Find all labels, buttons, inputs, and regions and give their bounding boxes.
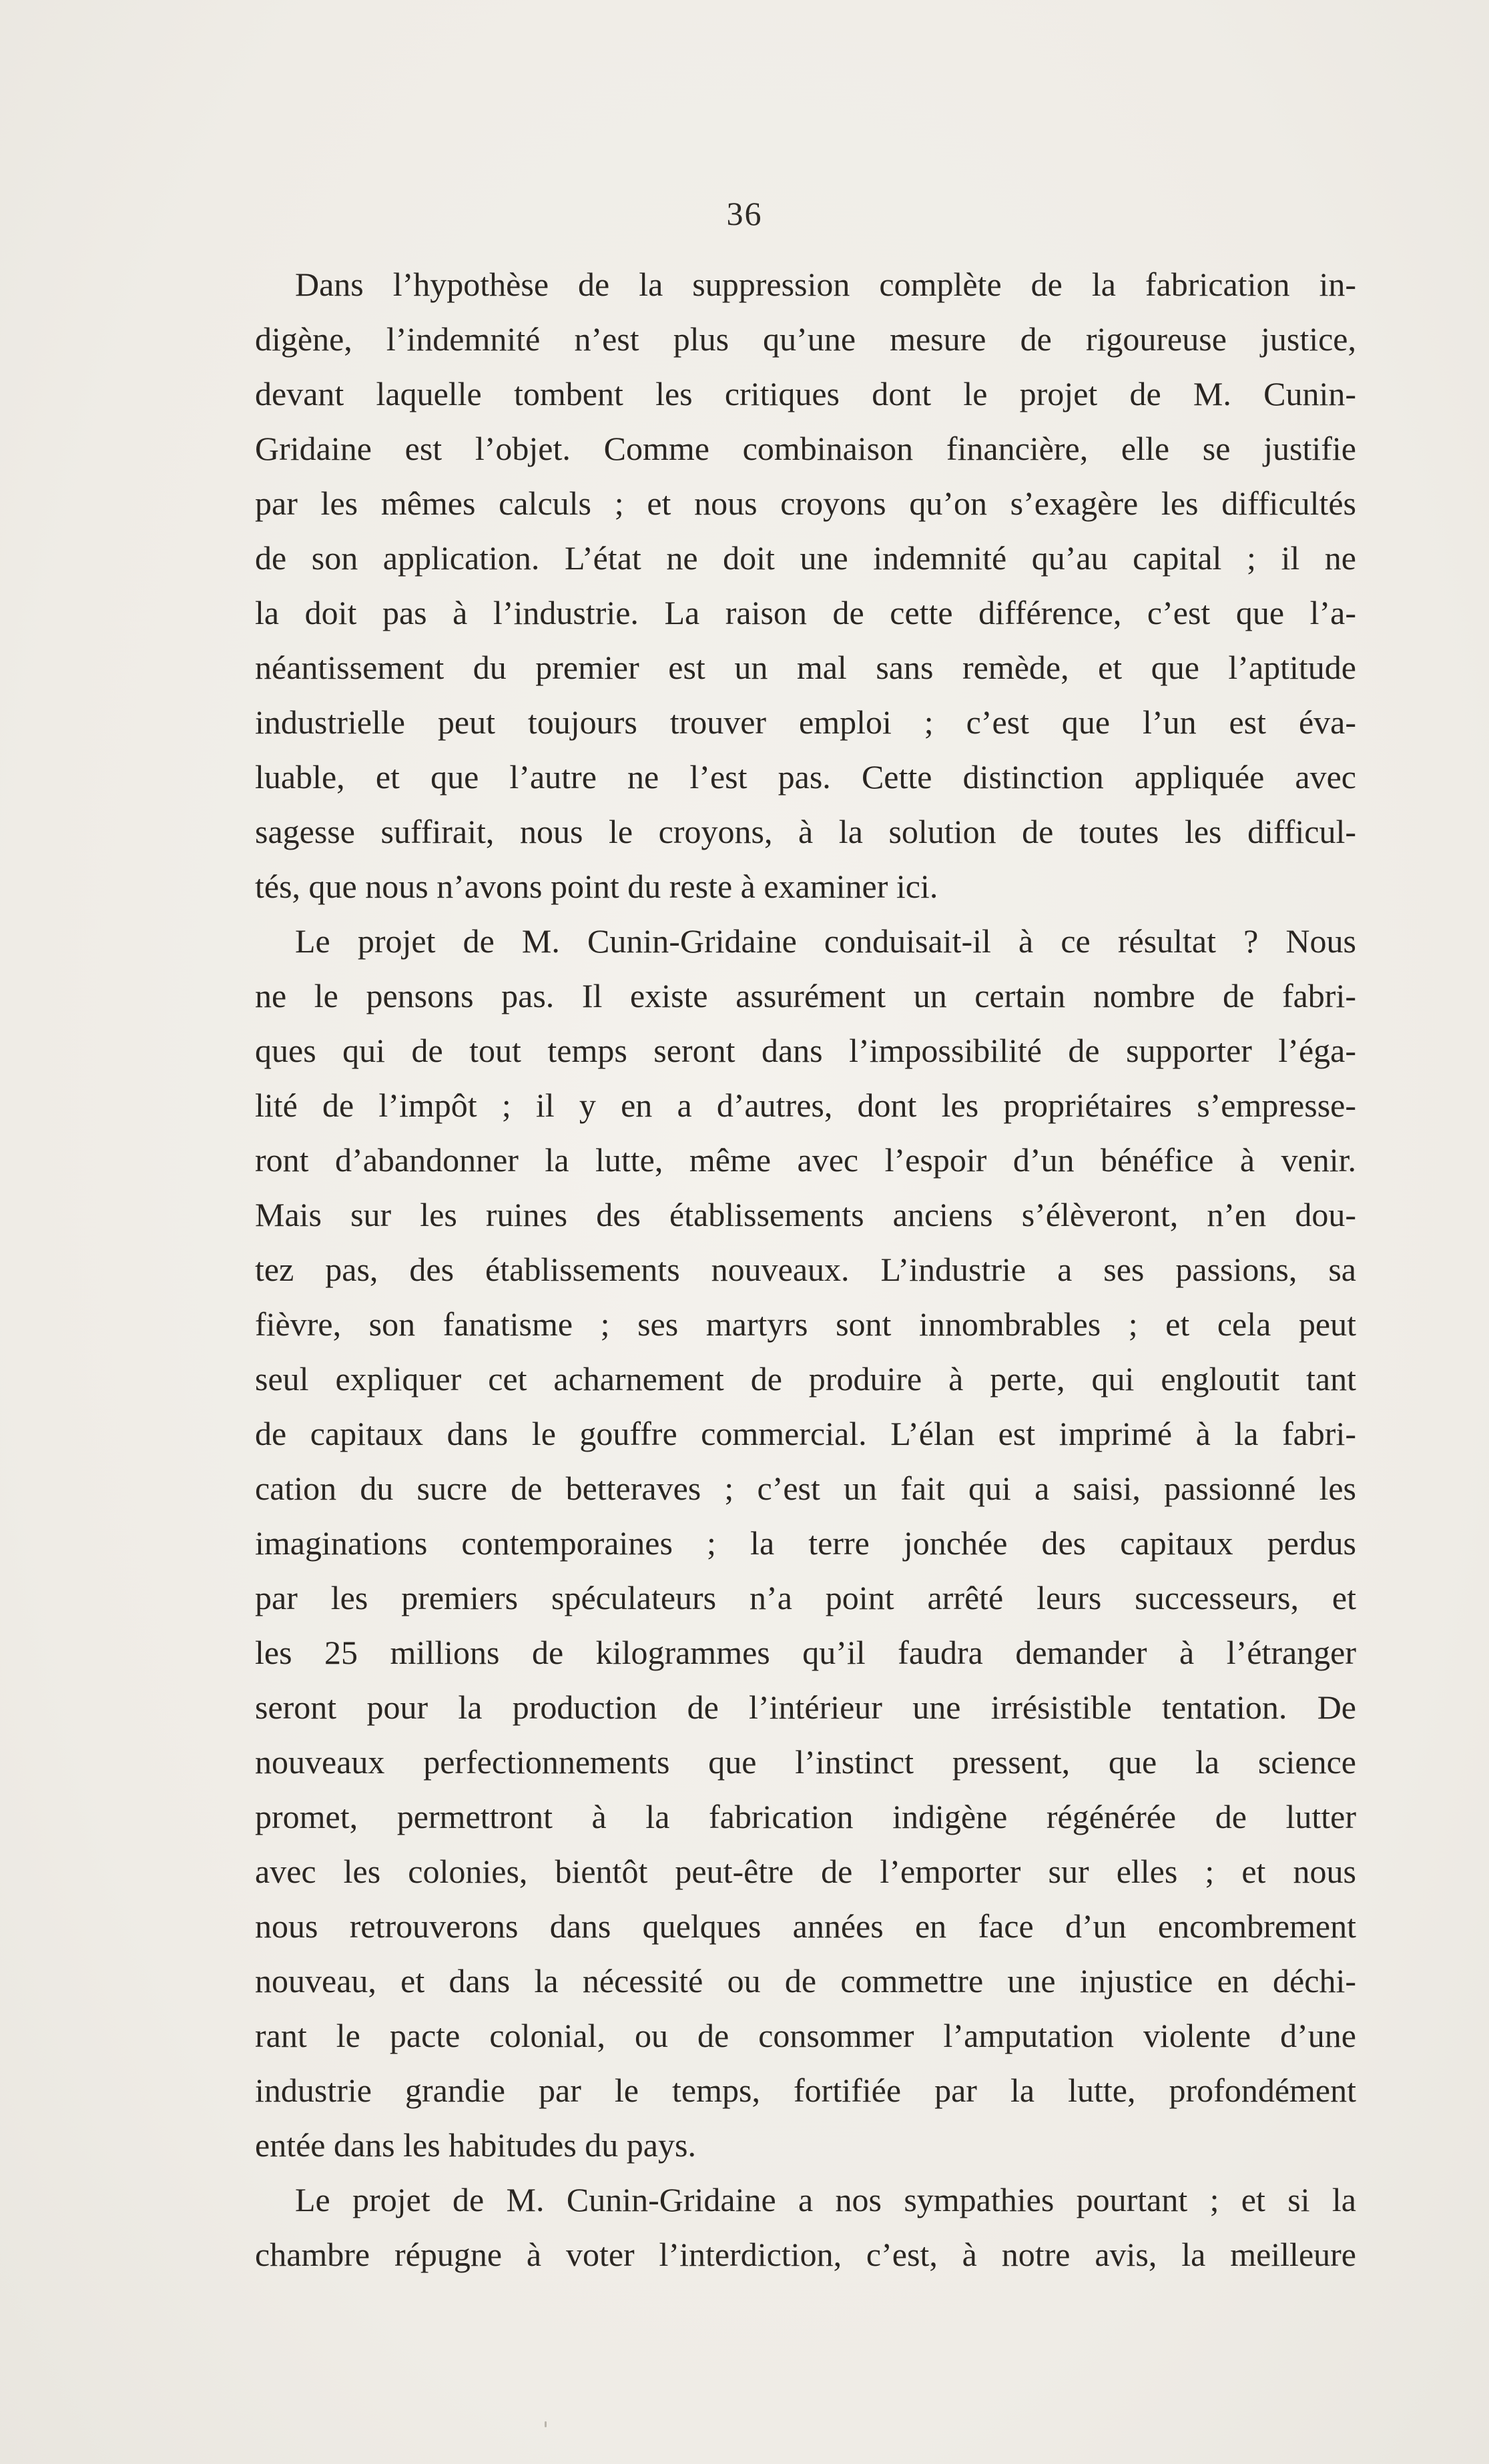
text-line: Mais sur les ruines des établissements anciens s’élèveront, n’en dou-: [255, 1196, 1356, 1233]
text-line: seul expliquer cet acharnement de produire à perte, qui engloutit tant: [255, 1360, 1356, 1398]
text-line: par les mêmes calculs ; et nous croyons qu’on s’exagère les difficultés: [255, 485, 1356, 522]
body-text: [255, 257, 1356, 2282]
text-line: promet, permettront à la fabrication indigène régénérée de lutter: [255, 1798, 1356, 1835]
text-line: fièvre, son fanatisme ; ses martyrs sont innombrables ; et cela peut: [255, 1305, 1356, 1343]
text-line: nouveau, et dans la nécessité ou de commettre une injustice en déchi-: [255, 1962, 1356, 1999]
text-line: luable, et que l’autre ne l’est pas. Cette distinction appliquée avec: [255, 758, 1356, 796]
text-line: avec les colonies, bientôt peut-être de l’emporter sur elles ; et nous: [255, 1853, 1356, 1890]
paper-speck: [545, 2421, 547, 2427]
text-line: entée dans les habitudes du pays.: [255, 2126, 696, 2164]
text-line: lité de l’impôt ; il y en a d’autres, dont les propriétaires s’empresse-: [255, 1087, 1356, 1124]
text-line: imaginations contemporaines ; la terre jonchée des capitaux perdus: [255, 1524, 1356, 1562]
text-line: Le projet de M. Cunin-Gridaine a nos sympathies pourtant ; et si la: [295, 2181, 1356, 2218]
text-line: devant laquelle tombent les critiques dont le projet de M. Cunin-: [255, 375, 1356, 412]
text-line: tés, que nous n’avons point du reste à examiner ici.: [255, 868, 938, 905]
text-line: tez pas, des établissements nouveaux. L’industrie a ses passions, sa: [255, 1251, 1356, 1288]
text-line: ques qui de tout temps seront dans l’impossibilité de supporter l’éga-: [255, 1032, 1356, 1069]
text-line: Le projet de M. Cunin-Gridaine conduisait-il à ce résultat ? Nous: [295, 922, 1356, 960]
text-line: rant le pacte colonial, ou de consommer l’amputation violente d’une: [255, 2017, 1356, 2054]
text-line: ront d’abandonner la lutte, même avec l’espoir d’un bénéfice à venir.: [255, 1141, 1356, 1179]
text-line: néantissement du premier est un mal sans remède, et que l’aptitude: [255, 649, 1356, 686]
text-line: industrielle peut toujours trouver emploi ; c’est que l’un est éva-: [255, 703, 1356, 741]
text-line: nous retrouverons dans quelques années en face d’un encombrement: [255, 1907, 1356, 1945]
page-number: 36: [726, 195, 763, 232]
text-line: Dans l’hypothèse de la suppression complète de la fabrication in-: [295, 266, 1356, 303]
text-line: nouveaux perfectionnements que l’instinct pressent, que la science: [255, 1743, 1356, 1781]
text-line: chambre répugne à voter l’interdiction, c’est, à notre avis, la meilleure: [255, 2236, 1356, 2273]
text-line: digène, l’indemnité n’est plus qu’une mesure de rigoureuse justice,: [255, 320, 1356, 358]
text-line: cation du sucre de betteraves ; c’est un fait qui a saisi, passionné les: [255, 1470, 1356, 1507]
text-line: par les premiers spéculateurs n’a point arrêté leurs successeurs, et: [255, 1579, 1356, 1616]
text-line: Gridaine est l’objet. Comme combinaison financière, elle se justifie: [255, 430, 1356, 467]
text-line: les 25 millions de kilogrammes qu’il faudra demander à l’étranger: [255, 1634, 1356, 1671]
text-line: ne le pensons pas. Il existe assurément un certain nombre de fabri-: [255, 977, 1356, 1014]
text-line: de son application. L’état ne doit une indemnité qu’au capital ; il ne: [255, 539, 1356, 577]
text-line: de capitaux dans le gouffre commercial. L’élan est imprimé à la fabri-: [255, 1415, 1356, 1452]
text-line: industrie grandie par le temps, fortifiée par la lutte, profondément: [255, 2072, 1356, 2109]
text-line: la doit pas à l’industrie. La raison de cette différence, c’est que l’a-: [255, 594, 1356, 631]
text-line: seront pour la production de l’intérieur une irrésistible tentation. De: [255, 1688, 1356, 1726]
text-line: sagesse suffirait, nous le croyons, à la solution de toutes les difficul-: [255, 813, 1356, 850]
